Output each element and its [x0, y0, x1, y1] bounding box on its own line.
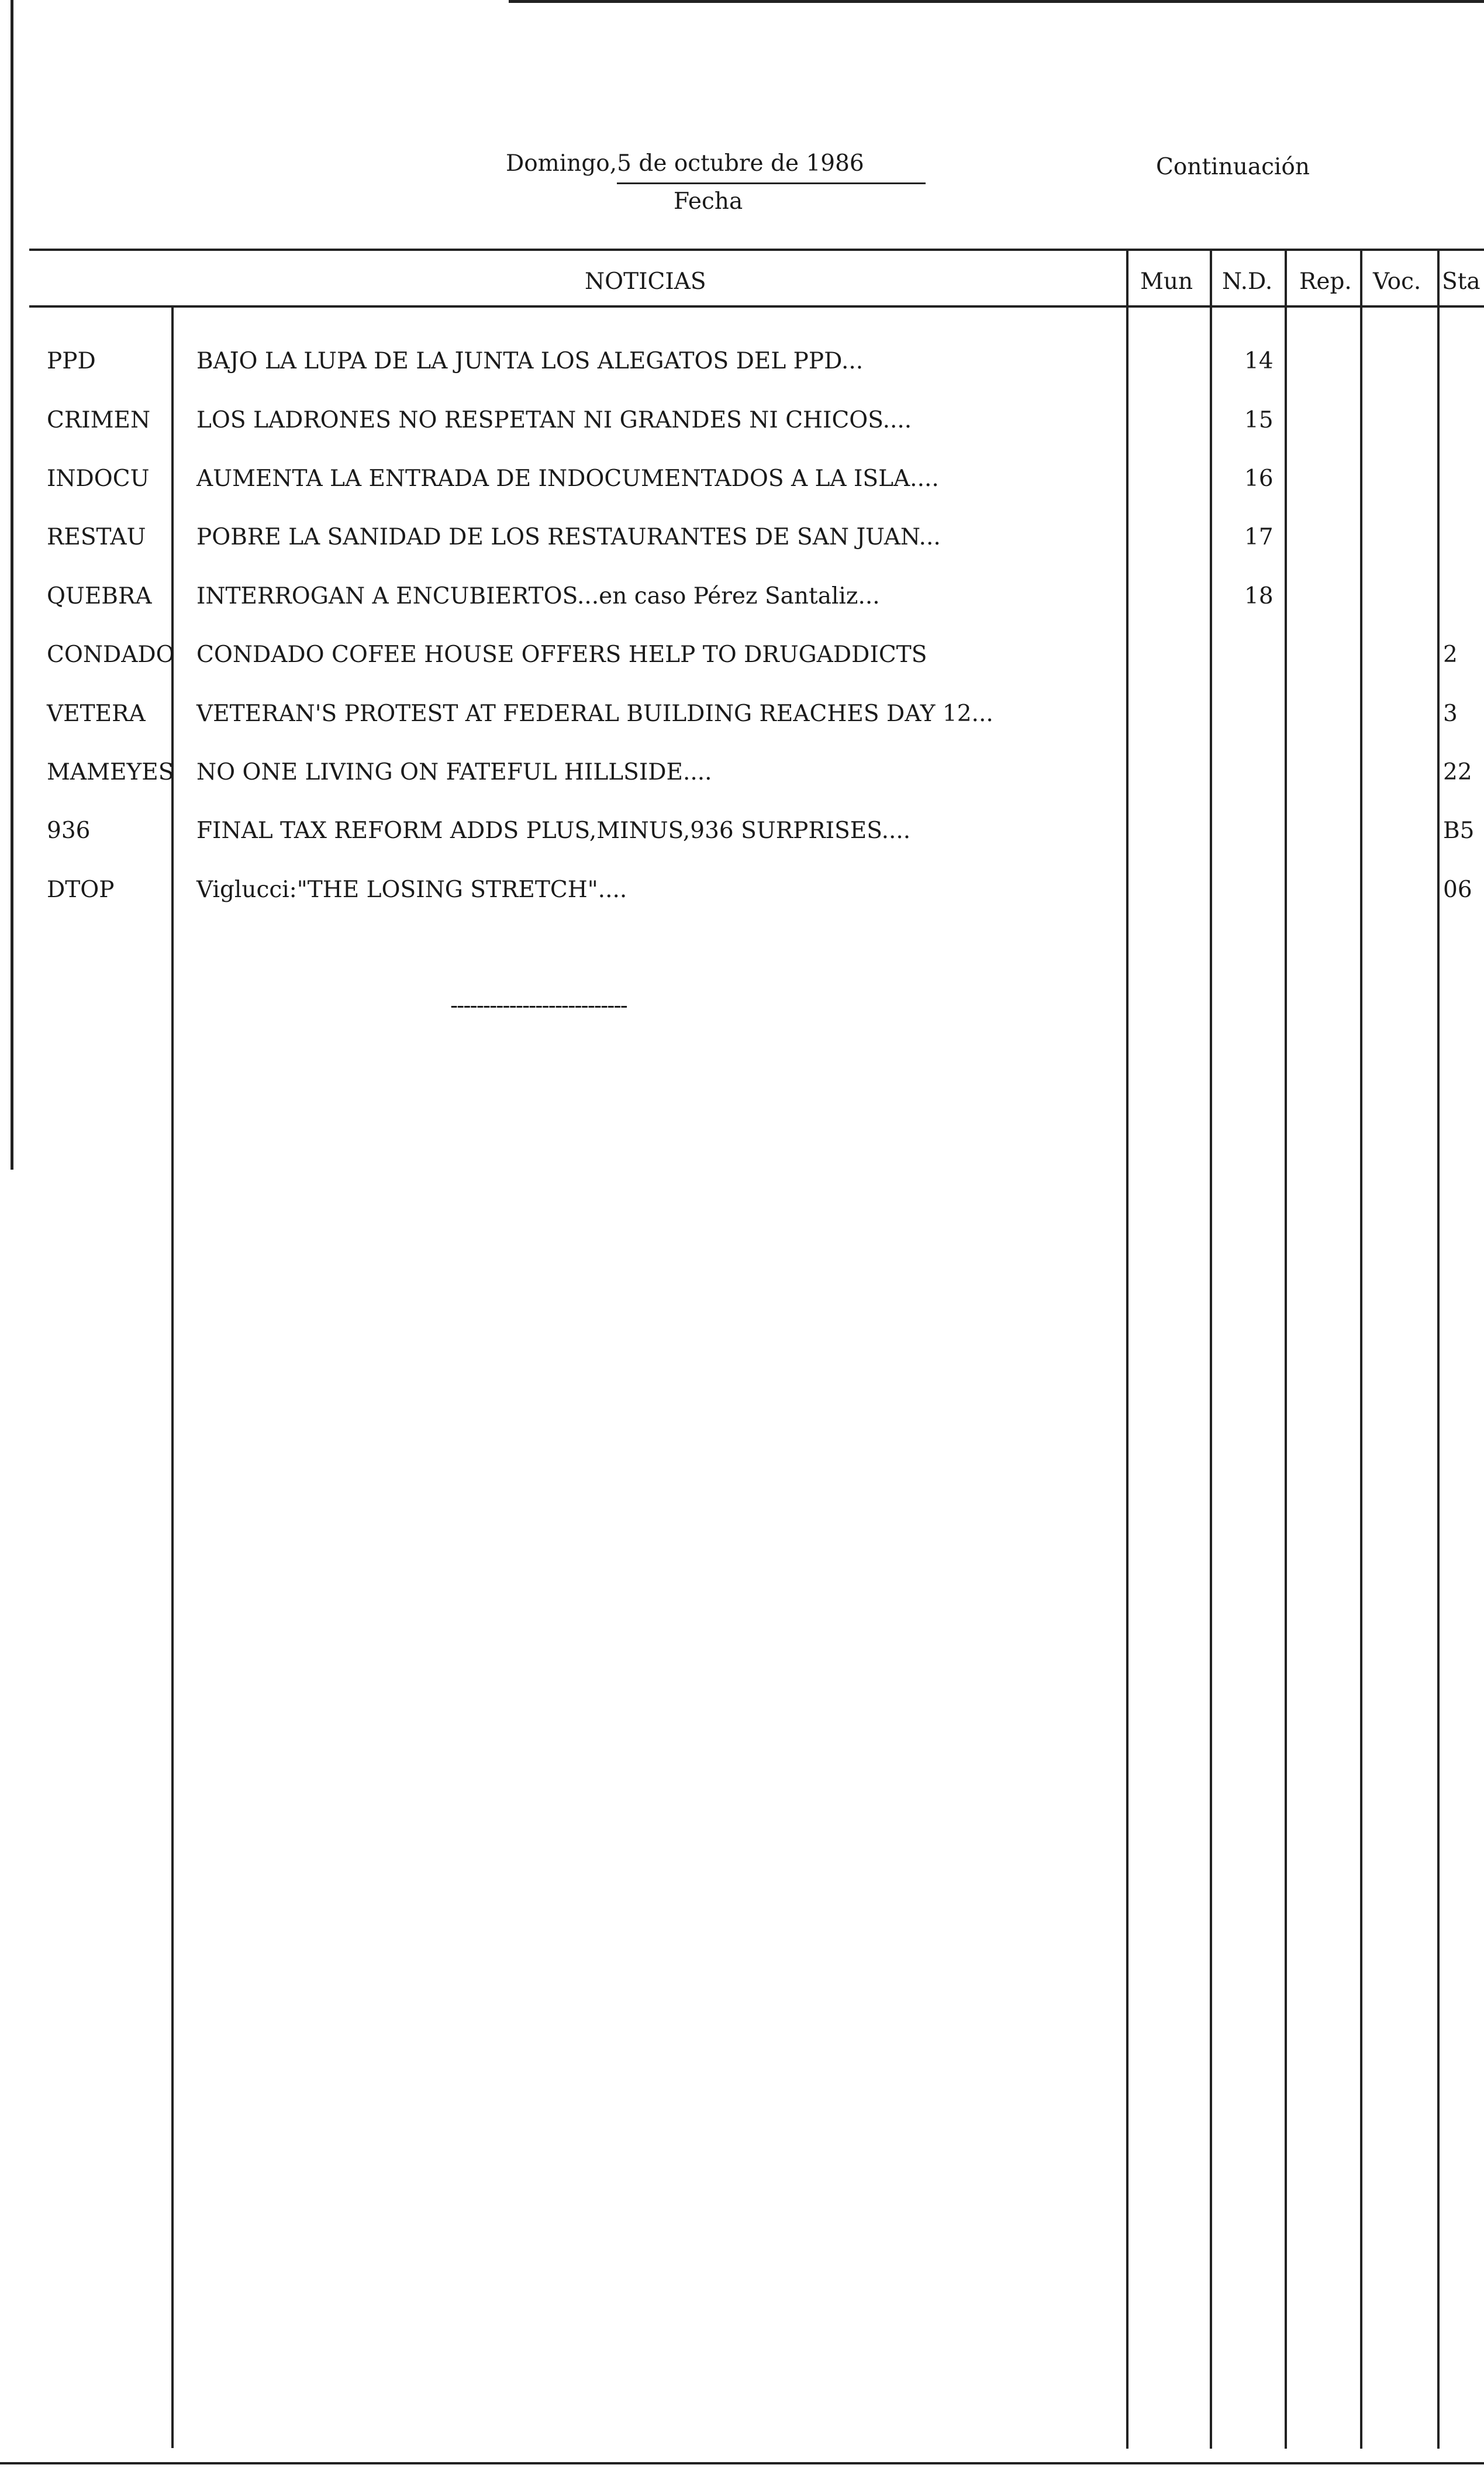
col-divider-nd: [1210, 249, 1212, 2449]
col-header-mun: Mun: [1140, 268, 1193, 295]
row-headline: VETERAN'S PROTEST AT FEDERAL BUILDING REACHES DAY 12...: [196, 701, 993, 727]
row-star: 22: [1443, 759, 1472, 785]
table-header-rule: [29, 305, 1484, 308]
row-code: RESTAU: [47, 524, 146, 550]
row-nd: 18: [1244, 583, 1274, 609]
row-headline: BAJO LA LUPA DE LA JUNTA LOS ALEGATOS DEL PPD...: [196, 348, 864, 374]
col-divider-voc: [1360, 249, 1362, 2449]
row-code: PPD: [47, 348, 96, 374]
col-divider-star: [1437, 249, 1440, 2449]
left-border: [11, 0, 13, 1170]
row-nd: 15: [1244, 407, 1274, 433]
row-nd: 16: [1244, 466, 1274, 492]
col-header-noticias: NOTICIAS: [585, 268, 706, 295]
row-star: 2: [1443, 642, 1458, 668]
col-header-star: Sta: [1442, 270, 1480, 293]
col-divider-mun: [1126, 249, 1128, 2449]
bottom-border: [0, 2462, 1484, 2464]
row-headline: POBRE LA SANIDAD DE LOS RESTAURANTES DE SAN JUAN...: [196, 524, 941, 550]
row-code: MAMEYES: [47, 759, 174, 785]
row-headline: LOS LADRONES NO RESPETAN NI GRANDES NI CHICOS....: [196, 407, 912, 433]
row-headline: FINAL TAX REFORM ADDS PLUS,MINUS,936 SURPRISES....: [196, 818, 911, 844]
row-headline: Viglucci:"THE LOSING STRETCH"....: [196, 877, 627, 903]
row-star: 3: [1443, 701, 1458, 727]
col-header-rep: Rep.: [1299, 268, 1352, 295]
row-code: DTOP: [47, 877, 115, 903]
end-marker: ---------------------------: [450, 992, 627, 1019]
top-border: [509, 0, 1484, 3]
row-headline: CONDADO COFEE HOUSE OFFERS HELP TO DRUGADDICTS: [196, 642, 927, 668]
col-divider-code: [171, 308, 174, 2448]
row-nd: 17: [1244, 524, 1274, 550]
col-header-voc: Voc.: [1373, 268, 1421, 295]
date-text: Domingo,5 de octubre de 1986: [506, 150, 864, 177]
row-code: CONDADO: [47, 642, 175, 668]
row-nd: 14: [1244, 348, 1274, 374]
row-code: 936: [47, 818, 91, 844]
date-label: Fecha: [674, 188, 743, 215]
row-star: 06: [1443, 877, 1472, 903]
continuation-label: Continuación: [1156, 154, 1310, 180]
row-code: VETERA: [47, 701, 146, 727]
table-top-rule: [29, 249, 1484, 251]
row-code: INDOCU: [47, 466, 150, 492]
date-underline: [617, 182, 926, 184]
col-divider-rep: [1285, 249, 1287, 2449]
row-headline: NO ONE LIVING ON FATEFUL HILLSIDE....: [196, 759, 712, 785]
row-headline: INTERROGAN A ENCUBIERTOS...en caso Pérez Santaliz...: [196, 583, 880, 609]
row-star: B5: [1443, 818, 1475, 844]
row-code: CRIMEN: [47, 407, 151, 433]
col-header-nd: N.D.: [1222, 268, 1273, 295]
row-headline: AUMENTA LA ENTRADA DE INDOCUMENTADOS A LA ISLA....: [196, 466, 939, 492]
row-code: QUEBRA: [47, 583, 152, 609]
